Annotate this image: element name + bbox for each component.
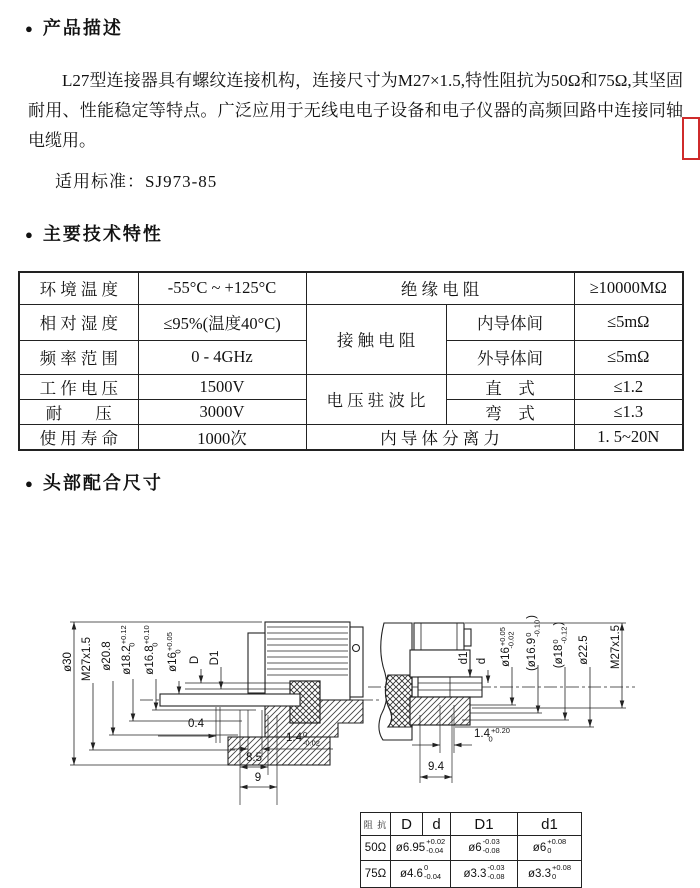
svg-text:ø30: ø30 [62,652,74,672]
spec-label: 环 境 温 度 [19,272,138,304]
spec-label: 使 用 寿 命 [19,424,138,450]
spec-row-4 [19,374,683,399]
svg-text:9.4: 9.4 [428,761,444,773]
svg-text:M27x1.5: M27x1.5 [610,624,622,670]
spec-label: 耐 压 [19,399,138,424]
svg-text:ø20.8: ø20.8 [101,641,113,671]
svg-text:ø18.2+0.120: $ø18.2^{+0.12}0$ [119,625,137,675]
red-annotation-box [682,117,700,160]
spec-row-6 [19,424,683,450]
spec-label: 工 作 电 压 [19,374,138,399]
svg-text:M27x1.5: M27x1.5 [81,636,93,682]
spec-value: -55°C ~ +125°C [138,272,306,304]
dim-table-header [361,813,582,836]
svg-text:ø16.8+0.100: $ø16.8^{+0.10}0$ [142,625,160,675]
spec-group-label: 电 压 驻 波 比 [306,374,446,424]
left-connector-drawing [140,622,380,765]
bullet-icon: ● [25,476,33,491]
applicable-standard: 适用标准：SJ973-85 [55,172,218,191]
product-description-paragraph: L27型连接器具有螺纹连接机构，连接尺寸为M27×1.5,特性阻抗为50Ω和75Ω,其坚固耐用、性能稳定等特点。广泛应用于无线电电子设备和电子仪器的高频回路中连接同轴电缆用。 [28,71,683,150]
spec-row-1 [19,272,683,304]
svg-text:ø16+0.05-0.02: $ø16^{+0.05}-0.02$ [498,627,516,667]
svg-text:(ø16.90-0.10): (ø16.9$^0$-0.10) [524,614,542,672]
spec-value: ≤1.3 [574,399,683,424]
technical-spec-table [18,271,684,451]
dim-row-75ohm [361,861,582,888]
section-title-product-description: ● 产品描述 [25,18,123,38]
dim-value: ø4.6 0 -0.04 [391,861,451,888]
svg-text:ø22.5: ø22.5 [578,635,590,665]
svg-text:D1: D1 [209,650,221,666]
spec-label: 频 率 范 围 [19,340,138,374]
spec-label: 相 对 湿 度 [19,304,138,340]
spec-row-2 [19,304,683,340]
svg-text:ø16+0.050: $ø16^{+0.05}0$ [165,632,183,672]
spec-value: 1500V [138,374,306,399]
svg-text:9: 9 [254,772,262,784]
col-header-D1: D1 [451,813,518,836]
dim-value: ø6 -0.03 -0.08 [451,836,518,861]
technical-drawing [0,555,700,815]
spec-value: 0 - 4GHz [138,340,306,374]
impedance-value: 75Ω [361,861,391,888]
spec-label: 绝 缘 电 阻 [306,272,574,304]
section-title-head-dimensions: ● 头部配合尺寸 [25,473,163,493]
dim-value: ø3.3 +0.08 0 [518,861,582,888]
spec-sublabel: 内导体间 [446,304,574,340]
spec-label: 内 导 体 分 离 力 [306,424,574,450]
svg-text:D: D [189,655,201,665]
dim-value: ø6.95 +0.02 -0.04 [391,836,451,861]
col-header-d1: d1 [518,813,582,836]
dim-value: ø3.3 -0.03 -0.08 [451,861,518,888]
bullet-icon: ● [25,227,33,242]
svg-text:8.5: 8.5 [246,752,262,764]
dim-value: ø6 +0.08 0 [518,836,582,861]
spec-sublabel: 弯 式 [446,399,574,424]
svg-text:1.4+0.200: $1.4^{+0.20}$ 0 [474,726,510,744]
spec-value: 3000V [138,399,306,424]
svg-text:(ø180-0.12): $(ø18^0-0.12)$ [551,621,569,669]
spec-sublabel: 直 式 [446,374,574,399]
spec-value: ≤1.2 [574,374,683,399]
bullet-icon: ● [25,21,33,36]
spec-sublabel: 外导体间 [446,340,574,374]
spec-value: 1. 5~20N [574,424,683,450]
svg-text:0.4: 0.4 [188,718,204,730]
spec-value: ≤95%(温度40°C) [138,304,306,340]
dimension-table [360,812,582,888]
col-header-impedance: 阻 抗 [361,813,391,836]
col-header-D: D [391,813,423,836]
center-pin [160,694,300,706]
spec-value: ≤5mΩ [574,304,683,340]
spec-value: ≤5mΩ [574,340,683,374]
col-header-d: d [423,813,451,836]
svg-text:d1: d1 [458,651,470,665]
svg-text:1.40-0.02: $1.4^0$ -0.02 [286,730,320,748]
section-title-tech-characteristics: ● 主要技术特性 [25,224,163,244]
spec-value: ≥10000MΩ [574,272,683,304]
impedance-value: 50Ω [361,836,391,861]
dim-row-50ohm [361,836,582,861]
svg-text:d: d [476,657,488,665]
spec-value: 1000次 [138,424,306,450]
spec-group-label: 接 触 电 阻 [306,304,446,374]
